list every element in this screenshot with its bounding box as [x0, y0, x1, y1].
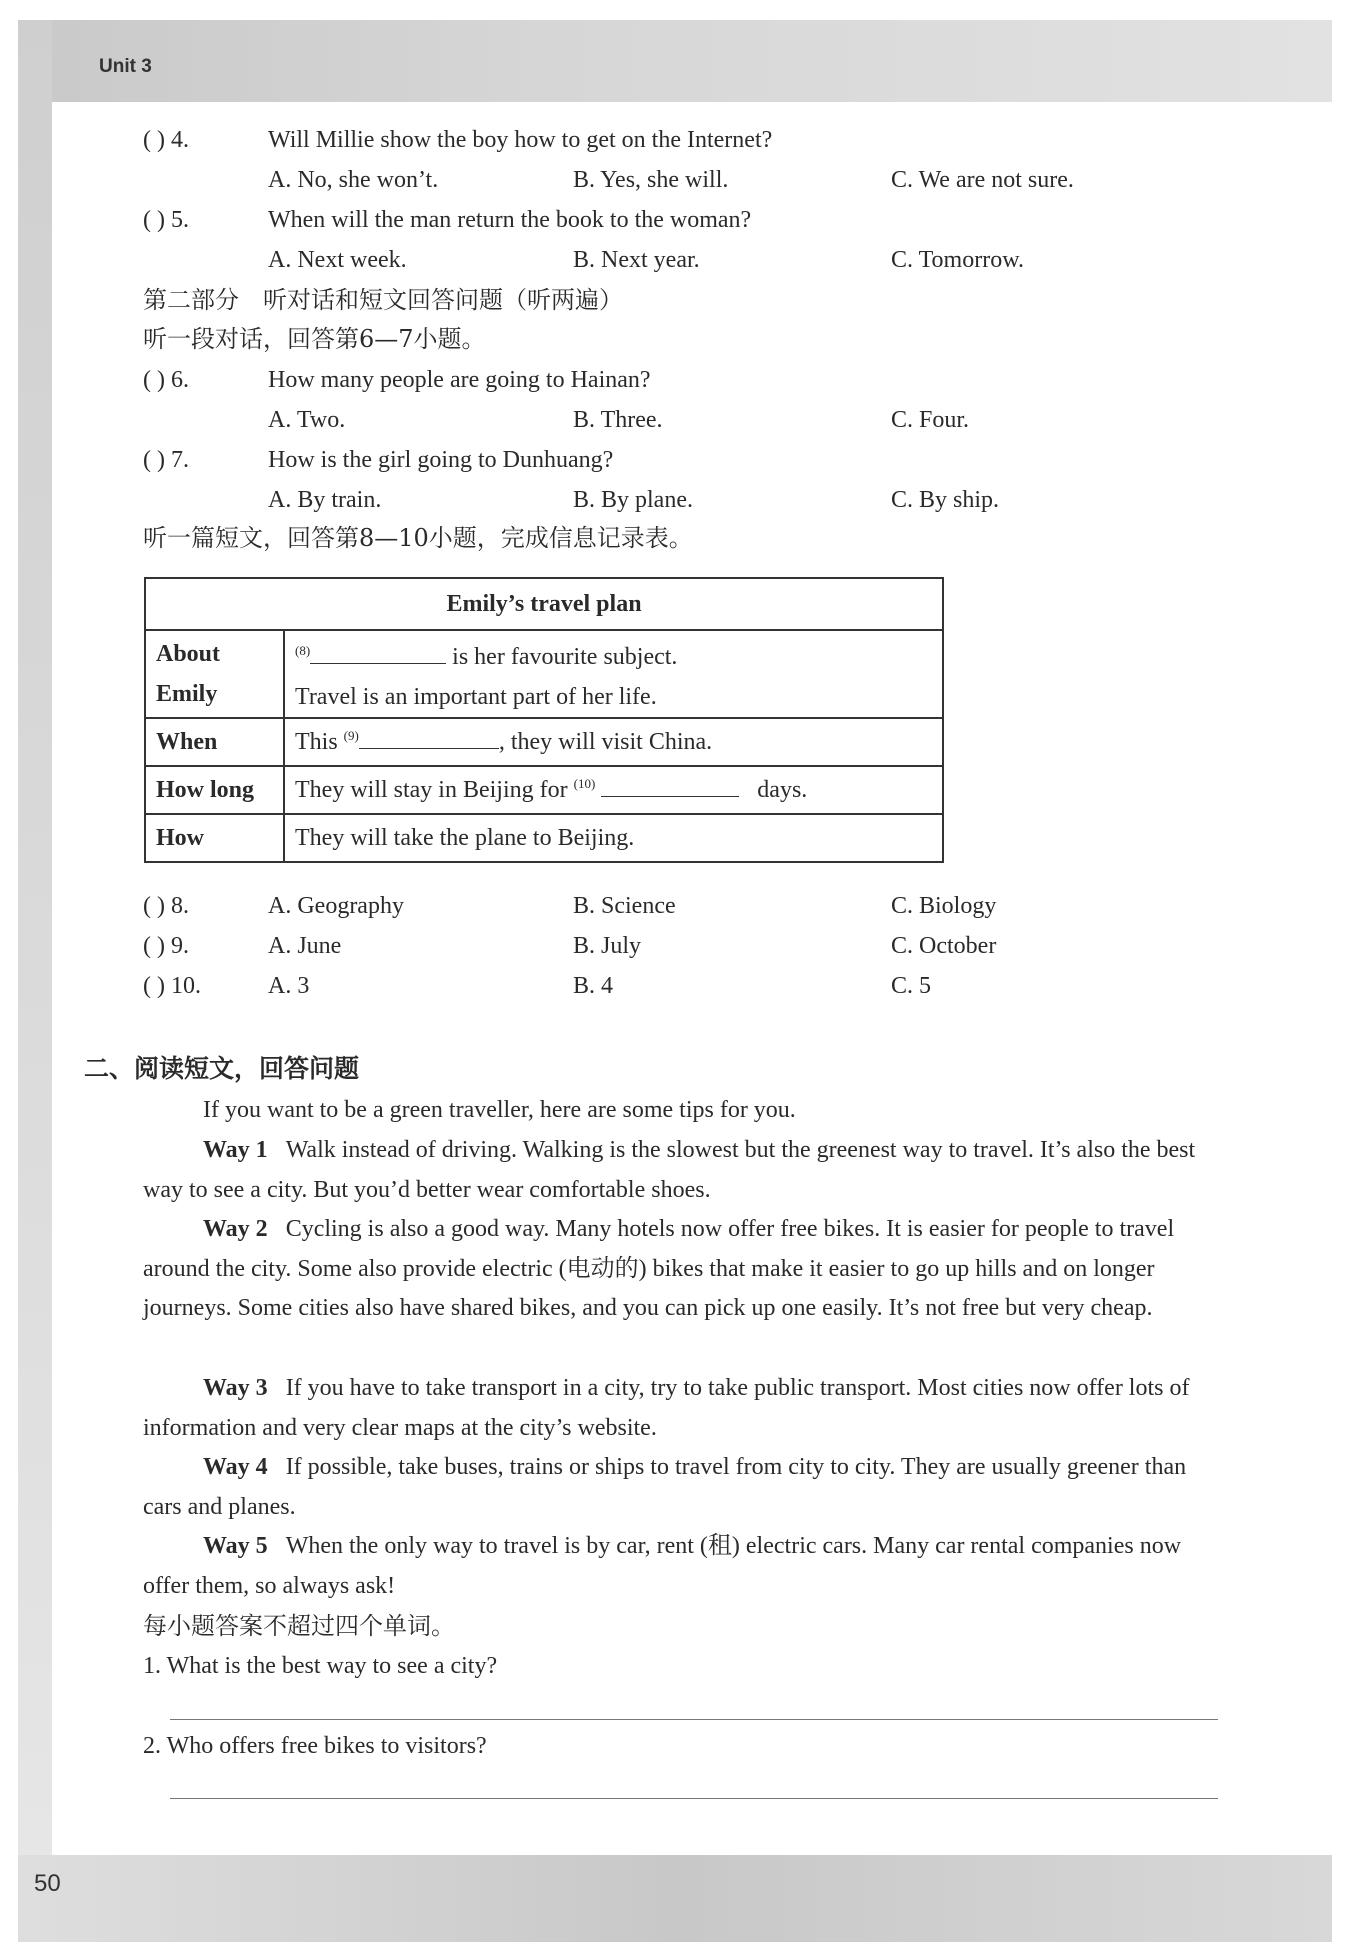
question-7-option-a: A. By train.: [268, 487, 382, 513]
row-label-how: How: [145, 814, 284, 862]
question-10-option-a: A. 3: [268, 973, 310, 999]
question-7-option-b: B. By plane.: [573, 487, 693, 513]
left-band: [18, 20, 52, 1855]
way-1-label: Way 1: [203, 1137, 268, 1163]
question-6-option-a: A. Two.: [268, 407, 346, 433]
blank-10[interactable]: [601, 796, 739, 797]
question-5-option-b: B. Next year.: [573, 247, 700, 273]
way-5-label: Way 5: [203, 1533, 268, 1559]
about-line-1-text: is her favourite subject.: [452, 644, 678, 670]
question-5-text: When will the man return the book to the woman?: [268, 207, 752, 233]
travel-plan-table: [144, 577, 944, 863]
question-4-option-c: C. We are not sure.: [891, 167, 1074, 193]
reading-way-4: [143, 1448, 1223, 1527]
question-4-option-a: A. No, she won’t.: [268, 167, 439, 193]
row-label-how-long: How long: [145, 766, 284, 814]
reading-way-2: [143, 1210, 1223, 1329]
how-long-post: days.: [757, 777, 808, 803]
row-label-when: When: [145, 718, 284, 766]
blank-8[interactable]: [310, 663, 446, 664]
unit-header: Unit 3: [99, 56, 152, 77]
way-3-text: If you have to take transport in a city, try to take public transport. Most cities now offer lots of information and very clear maps at the city’s website.: [143, 1375, 1190, 1441]
dialogue-intro: 听一段对话，回答第6—7小题。: [143, 325, 486, 353]
answer-instruction: 每小题答案不超过四个单词。: [143, 1612, 455, 1640]
question-4-number: ( ) 4.: [143, 127, 189, 153]
question-7-option-c: C. By ship.: [891, 487, 1000, 513]
question-7-number: ( ) 7.: [143, 447, 189, 473]
row-label-about-1: About: [156, 641, 221, 667]
question-5-option-c: C. Tomorrow.: [891, 247, 1024, 273]
row-content-about: [284, 630, 943, 718]
question-4-text: Will Millie show the boy how to get on the Internet?: [268, 127, 773, 153]
question-6-option-c: C. Four.: [891, 407, 970, 433]
way-2-text: Cycling is also a good way. Many hotels now offer free bikes. It is easier for people to travel around the city. Some also provide electric (电动的) bikes that make it easier to go up hills and on longer journeys. Some cities also have shared bikes, and you can pick up one easily. It’s not free but very cheap.: [143, 1216, 1175, 1322]
question-5-number: ( ) 5.: [143, 207, 189, 233]
question-9-option-b: B. July: [573, 933, 642, 959]
question-8-number: ( ) 8.: [143, 893, 189, 919]
question-7-text: How is the girl going to Dunhuang?: [268, 447, 614, 473]
way-4-label: Way 4: [203, 1454, 268, 1480]
blank-9[interactable]: [359, 748, 499, 749]
row-label-about: [145, 630, 284, 718]
reading-way-1: [143, 1131, 1223, 1210]
answer-question-2: 2. Who offers free bikes to visitors?: [143, 1733, 487, 1759]
how-long-pre: They will stay in Beijing for: [295, 777, 568, 803]
question-9-option-c: C. October: [891, 933, 997, 959]
question-9-number: ( ) 9.: [143, 933, 189, 959]
when-pre: This: [295, 729, 338, 755]
blank-10-number: (10): [573, 776, 596, 791]
question-9-option-a: A. June: [268, 933, 342, 959]
row-content-how: They will take the plane to Beijing.: [284, 814, 943, 862]
question-8-option-a: A. Geography: [268, 893, 404, 919]
way-3-label: Way 3: [203, 1375, 268, 1401]
blank-9-number: (9): [343, 728, 359, 743]
question-6-text: How many people are going to Hainan?: [268, 367, 651, 393]
top-band: [18, 20, 1332, 102]
about-line-2: Travel is an important part of her life.: [295, 684, 657, 710]
page-number: 50: [34, 1870, 61, 1897]
about-line-1: [295, 631, 932, 677]
answer-question-1: 1. What is the best way to see a city?: [143, 1653, 498, 1679]
question-8-option-c: C. Biology: [891, 893, 997, 919]
way-4-text: If possible, take buses, trains or ships to travel from city to city. They are usually greener than cars and planes.: [143, 1454, 1187, 1520]
question-10-option-b: B. 4: [573, 973, 614, 999]
section-2-title: 二、阅读短文，回答问题: [84, 1054, 360, 1083]
row-content-when: [284, 718, 943, 766]
row-content-how-long: [284, 766, 943, 814]
blank-8-number: (8): [295, 643, 311, 658]
question-10-number: ( ) 10.: [143, 973, 201, 999]
row-label-about-2: Emily: [156, 681, 218, 707]
bottom-band: [18, 1855, 1332, 1942]
question-5-option-a: A. Next week.: [268, 247, 407, 273]
question-10-option-c: C. 5: [891, 973, 932, 999]
question-6-option-b: B. Three.: [573, 407, 663, 433]
way-2-label: Way 2: [203, 1216, 268, 1242]
question-6-number: ( ) 6.: [143, 367, 189, 393]
passage-intro: 听一篇短文，回答第8—10小题，完成信息记录表。: [143, 524, 693, 552]
reading-way-3: [143, 1369, 1223, 1448]
reading-way-5: [143, 1527, 1223, 1606]
way-1-text: Walk instead of driving. Walking is the slowest but the greenest way to travel. It’s also the best way to see a city. But you’d better wear comfortable shoes.: [143, 1137, 1196, 1203]
table-title: Emily’s travel plan: [145, 578, 943, 630]
part2-title: 第二部分 听对话和短文回答问题（听两遍）: [143, 286, 623, 314]
way-5-text: When the only way to travel is by car, rent (租) electric cars. Many car rental companies now offer them, so always ask!: [143, 1533, 1182, 1599]
answer-line-1[interactable]: [170, 1719, 1218, 1720]
question-8-option-b: B. Science: [573, 893, 676, 919]
question-4-option-b: B. Yes, she will.: [573, 167, 729, 193]
when-post: , they will visit China.: [498, 729, 713, 755]
reading-intro: If you want to be a green traveller, here are some tips for you.: [203, 1097, 796, 1123]
answer-line-2[interactable]: [170, 1798, 1218, 1799]
